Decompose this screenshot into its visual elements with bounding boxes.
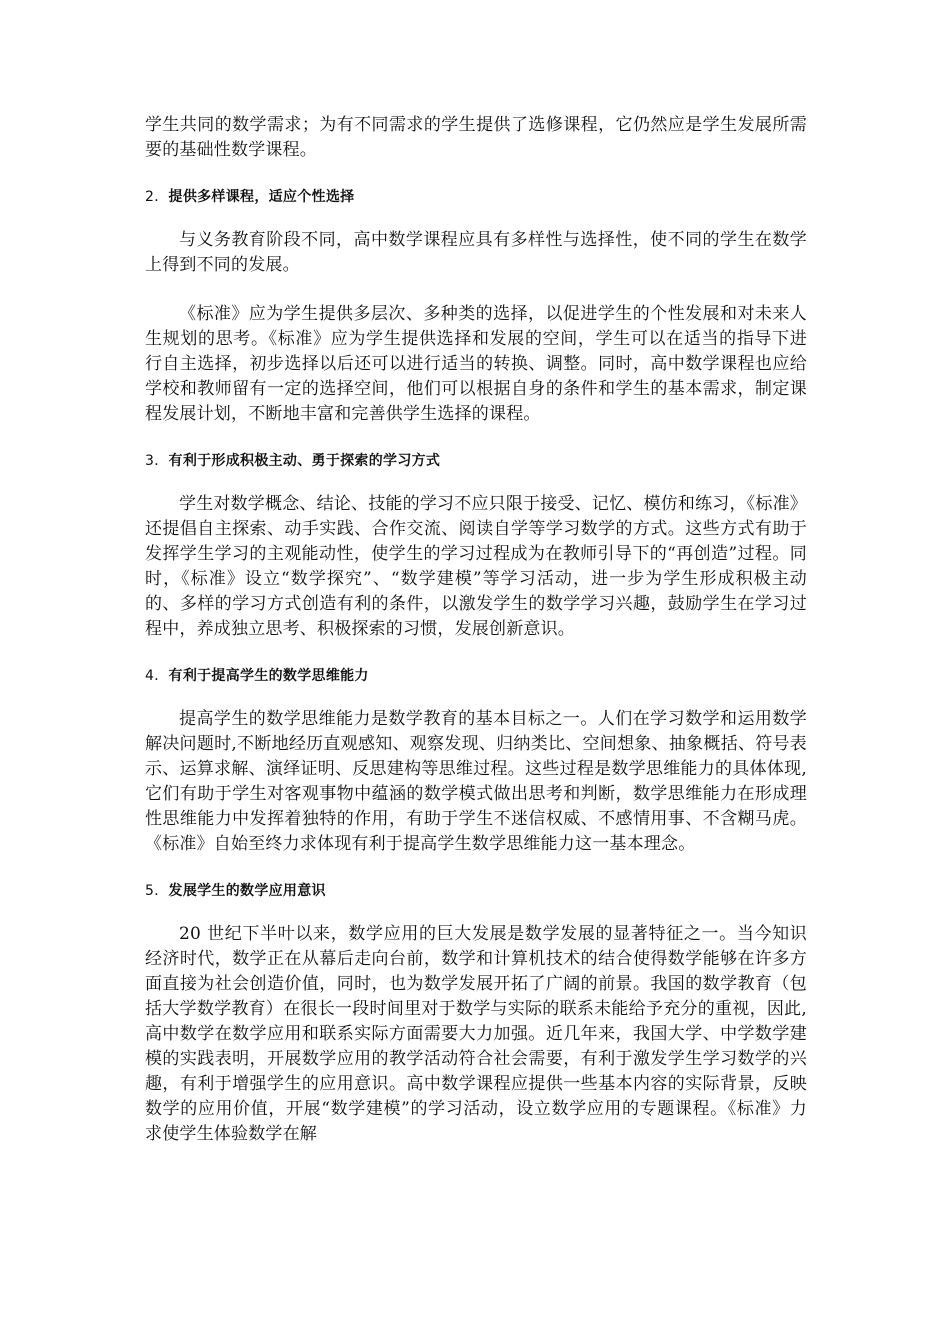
section-4-heading bbox=[145, 666, 807, 686]
document-page bbox=[145, 113, 807, 1147]
section-5-number: 5． bbox=[145, 883, 169, 899]
section-5-paragraph-1: 20 世纪下半叶以来，数学应用的巨大发展是数学发展的显著特征之一。当今知识经济时代，数学正在从幕后走向台前，数学和计算机技术的结合使得数学能够在许多方面直接为社会创造价值，同时，也为数学发展开拓了广阔的前景。我国的数学教育（包括大学数学教育）在很长一段时间里对于数学与实际的联系未能给予充分的重视，因此,高中数学在数学应用和联系实际方面需要大力加强。近几年来，我国大学、中学数学建模的实践表明，开展数学应用的教学活动符合社会需要，有利于激发学生学习数学的兴趣，有利于增强学生的应用意识。高中数学课程应提供一些基本内容的实际背景，反映数学的应用价值，开展“数学建模”的学习活动，设立数学应用的专题课程。《标准》力求使学生体验数学在解 bbox=[145, 924, 807, 1144]
intro-paragraph: 学生共同的数学需求；为有不同需求的学生提供了选修课程，它仍然应是学生发展所需要的基础性数学课程。 bbox=[145, 115, 807, 160]
section-5-heading bbox=[145, 881, 807, 901]
section-4-title: 有利于提高学生的数学思维能力 bbox=[168, 668, 369, 684]
section-2-title: 提供多样课程，适应个性选择 bbox=[168, 189, 355, 205]
section-2-number: 2． bbox=[145, 189, 169, 205]
section-4-number: 4． bbox=[145, 668, 169, 684]
section-2-heading bbox=[145, 187, 807, 207]
section-5-title: 发展学生的数学应用意识 bbox=[168, 883, 326, 899]
section-2-paragraph-1: 与义务教育阶段不同，高中数学课程应具有多样性与选择性，使不同的学生在数学上得到不同的发展。 bbox=[145, 230, 807, 275]
section-4-paragraph-1: 提高学生的数学思维能力是数学教育的基本目标之一。人们在学习数学和运用数学解决问题时,不断地经历直观感知、观察发现、归纳类比、空间想象、抽象概括、符号表示、运算求解、演绎证明、反思建构等思维过程。这些过程是数学思维能力的具体体现,它们有助于学生对客观事物中蕴涵的数学模式做出思考和判断，数学思维能力在形成理性思维能力中发挥着独特的作用，有助于学生不迷信权威、不感情用事、不含糊马虎。《标准》自始至终力求体现有利于提高学生数学思维能力这一基本理念。 bbox=[145, 709, 807, 854]
section-3-heading bbox=[145, 451, 807, 471]
section-3-title: 有利于形成积极主动、勇于探索的学习方式 bbox=[168, 453, 441, 469]
section-3-paragraph-1: 学生对数学概念、结论、技能的学习不应只限于接受、记忆、模仿和练习，《标准》还提倡自主探索、动手实践、合作交流、阅读自学等学习数学的方式。这些方式有助于发挥学生学习的主观能动性，使学生的学习过程成为在教师引导下的“再创造”过程。同时，《标准》设立“数学探究”、“数学建模”等学习活动，进一步为学生形成积极主动的、多样的学习方式创造有利的条件，以激发学生的数学学习兴趣，鼓励学生在学习过程中，养成独立思考、积极探索的习惯，发展创新意识。 bbox=[145, 494, 807, 639]
section-2-paragraph-2: 《标准》应为学生提供多层次、多种类的选择，以促进学生的个性发展和对未来人生规划的思考。《标准》应为学生提供选择和发展的空间，学生可以在适当的指导下进行自主选择，初步选择以后还可以进行适当的转换、调整。同时，高中数学课程也应给学校和教师留有一定的选择空间，他们可以根据自身的条件和学生的基本需求，制定课程发展计划，不断地丰富和完善供学生选择的课程。 bbox=[145, 304, 807, 424]
section-3-number: 3． bbox=[145, 453, 169, 469]
